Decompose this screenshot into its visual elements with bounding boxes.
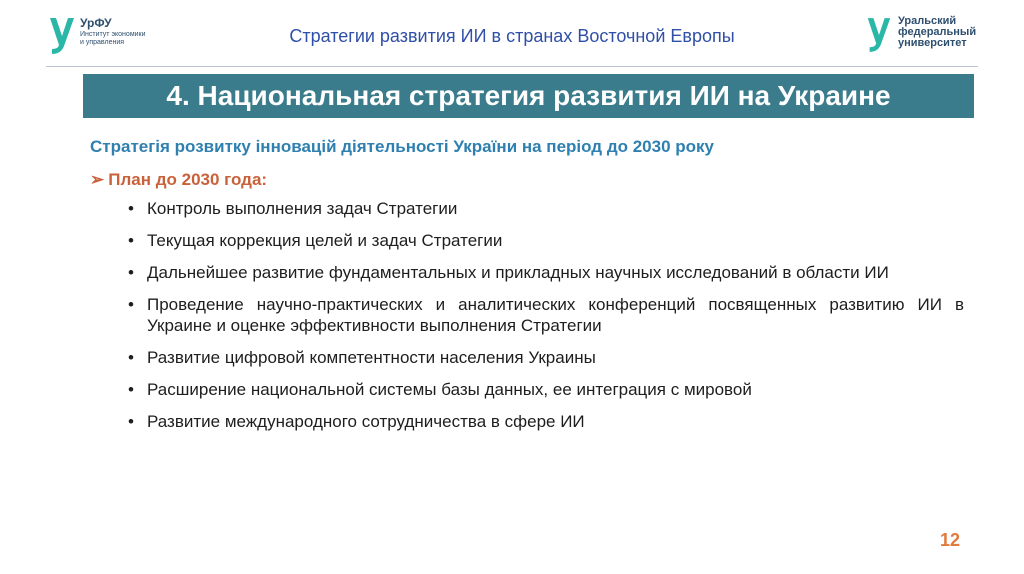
urfu-university-logo xyxy=(864,16,984,56)
slide-title-bar xyxy=(83,74,974,118)
list-item: • Развитие международного сотрудничества в сфере ИИ xyxy=(128,411,964,432)
plan-items-list xyxy=(128,198,964,443)
header-title: Стратегии развития ИИ в странах Восточной Европы xyxy=(289,26,735,46)
list-item: • Развитие цифровой компетентности населения Украины xyxy=(128,347,964,368)
arrow-bullet-icon: ➢ xyxy=(90,170,105,189)
plan-heading-row xyxy=(90,170,267,190)
plan-heading: План до 2030 года: xyxy=(108,170,268,189)
urfu-logo-icon xyxy=(864,16,894,54)
urfu-logo-icon xyxy=(46,16,78,56)
logo-subtitle: Институт экономики и управления xyxy=(80,31,146,46)
university-name: Уральский федеральный университет xyxy=(898,15,977,49)
urfu-institute-logo xyxy=(46,16,156,68)
list-item: • Расширение национальной системы базы данных, ее интеграция с мировой xyxy=(128,379,964,400)
list-item: • Дальнейшее развитие фундаментальных и прикладных научных исследований в области ИИ xyxy=(128,262,964,283)
logo-brand: УрФУ xyxy=(80,16,112,30)
strategy-subtitle: Стратегія розвитку інновацій діятельності України на період до 2030 року xyxy=(90,137,714,156)
list-item: • Контроль выполнения задач Стратегии xyxy=(128,198,964,219)
header-divider xyxy=(46,66,978,67)
page-number: 12 xyxy=(940,530,961,550)
list-item: • Текущая коррекция целей и задач Стратегии xyxy=(128,230,964,251)
list-item: • Проведение научно-практических и аналитических конференций посвященных развитию ИИ в Украине и оценке эффективности выполнения Стратегии xyxy=(128,294,964,336)
slide-title: 4. Национальная стратегия развития ИИ на Украине xyxy=(166,80,891,111)
